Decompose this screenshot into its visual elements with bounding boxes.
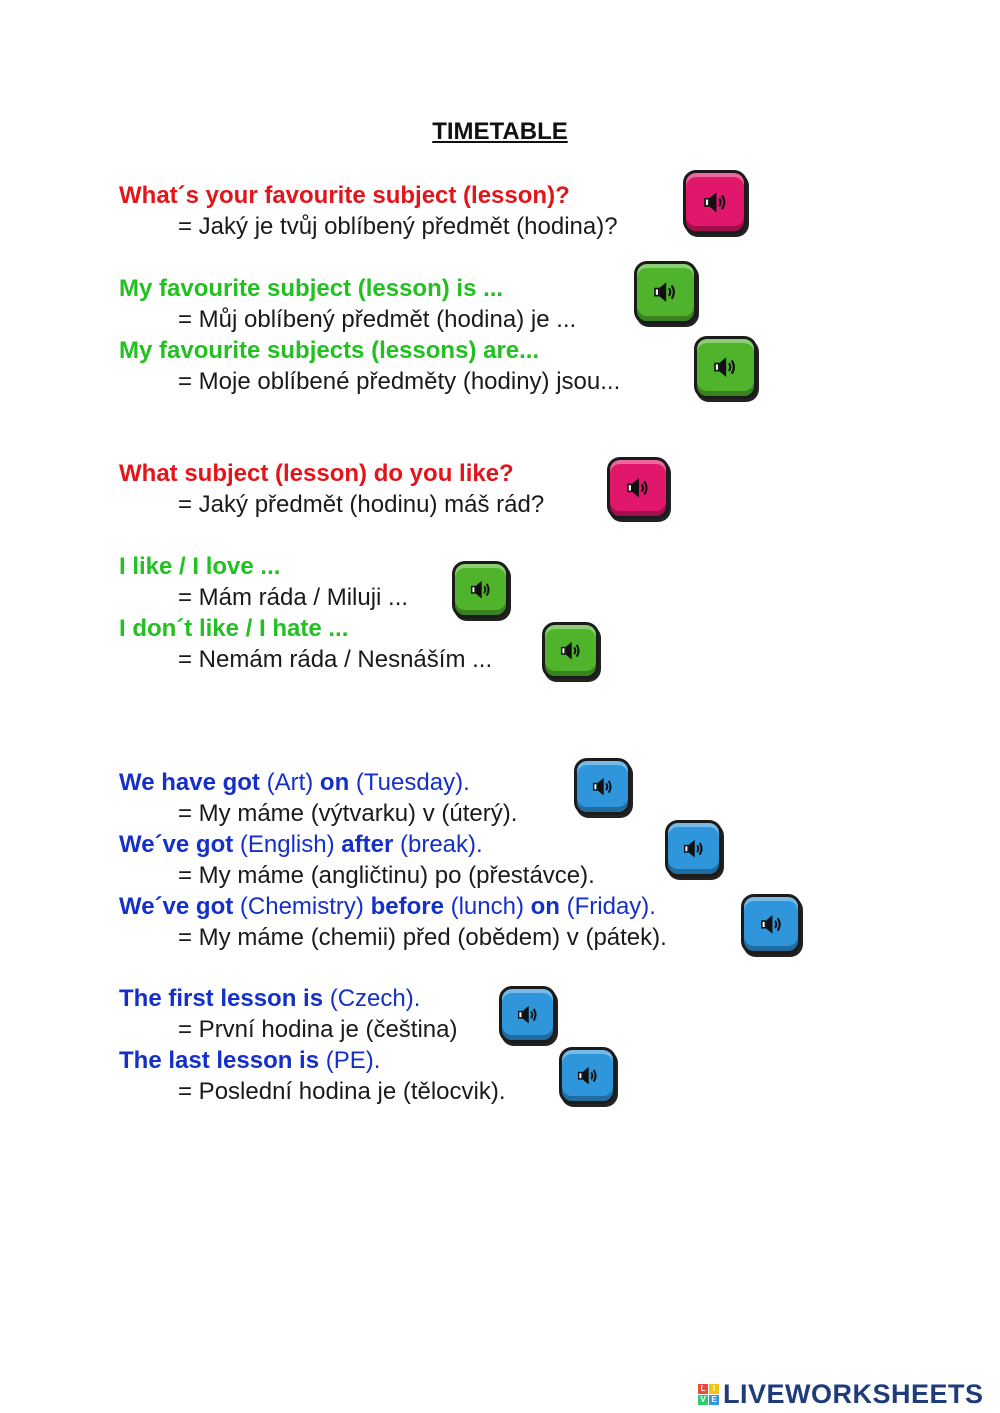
answer-favourite-subjects: My favourite subjects (lessons) are... xyxy=(119,337,540,364)
translation-art-tuesday: = My máme (výtvarku) v (úterý). xyxy=(178,800,518,827)
translation-dislike-hate: = Nemám ráda / Nesnáším ... xyxy=(178,646,493,673)
sentence-first-lesson: The first lesson is (Czech). xyxy=(119,985,421,1012)
audio-button-s3[interactable] xyxy=(741,894,801,954)
translation-like-love: = Mám ráda / Miluji ... xyxy=(178,584,409,611)
audio-button-s2[interactable] xyxy=(665,820,722,877)
translation-first-lesson: = První hodina je (čeština) xyxy=(178,1016,458,1043)
speaker-icon xyxy=(652,279,678,305)
speaker-icon xyxy=(759,912,784,937)
audio-button-a3[interactable] xyxy=(452,561,509,618)
speaker-icon xyxy=(516,1003,539,1026)
audio-button-s4[interactable] xyxy=(499,986,556,1043)
translation-chemistry-friday: = My máme (chemii) před (obědem) v (pátek). xyxy=(178,924,667,951)
translation-english-break: = My máme (angličtinu) po (přestávce). xyxy=(178,862,595,889)
audio-button-s5[interactable] xyxy=(559,1047,616,1104)
logo-mark: L I V E xyxy=(698,1384,719,1405)
speaker-icon xyxy=(712,354,738,380)
audio-button-s1[interactable] xyxy=(574,758,631,815)
translation-answer-subjects: = Moje oblíbené předměty (hodiny) jsou... xyxy=(178,368,621,395)
speaker-icon xyxy=(625,475,651,501)
speaker-icon xyxy=(559,639,582,662)
translation-answer-subject: = Můj oblíbený předmět (hodina) je ... xyxy=(178,306,577,333)
question-like-subject: What subject (lesson) do you like? xyxy=(119,460,514,487)
answer-favourite-subject: My favourite subject (lesson) is ... xyxy=(119,275,504,302)
question-favourite-subject: What´s your favourite subject (lesson)? xyxy=(119,182,570,209)
page-title: TIMETABLE xyxy=(432,118,568,145)
translation-like-subject: = Jaký předmět (hodinu) máš rád? xyxy=(178,491,545,518)
sentence-english-break: We´ve got (English) after (break). xyxy=(119,831,483,858)
audio-button-a4[interactable] xyxy=(542,622,599,679)
sentence-art-tuesday: We have got (Art) on (Tuesday). xyxy=(119,769,470,796)
speaker-icon xyxy=(469,578,492,601)
answer-like-love: I like / I love ... xyxy=(119,553,281,580)
liveworksheets-logo[interactable] xyxy=(698,1378,984,1410)
sentence-chemistry-friday: We´ve got (Chemistry) before (lunch) on (Friday). xyxy=(119,893,656,920)
audio-button-q2[interactable] xyxy=(607,457,669,519)
audio-button-q1[interactable] xyxy=(683,170,747,234)
translation-favourite-subject: = Jaký je tvůj oblíbený předmět (hodina)? xyxy=(178,213,618,240)
audio-button-a2[interactable] xyxy=(694,336,757,399)
speaker-icon xyxy=(682,837,705,860)
sentence-last-lesson: The last lesson is (PE). xyxy=(119,1047,381,1074)
speaker-icon xyxy=(576,1064,599,1087)
translation-last-lesson: = Poslední hodina je (tělocvik). xyxy=(178,1078,506,1105)
answer-dislike-hate: I don´t like / I hate ... xyxy=(119,615,349,642)
speaker-icon xyxy=(702,189,729,216)
logo-text: LIVEWORKSHEETS xyxy=(723,1378,984,1409)
audio-button-a1[interactable] xyxy=(634,261,697,324)
speaker-icon xyxy=(591,775,614,798)
